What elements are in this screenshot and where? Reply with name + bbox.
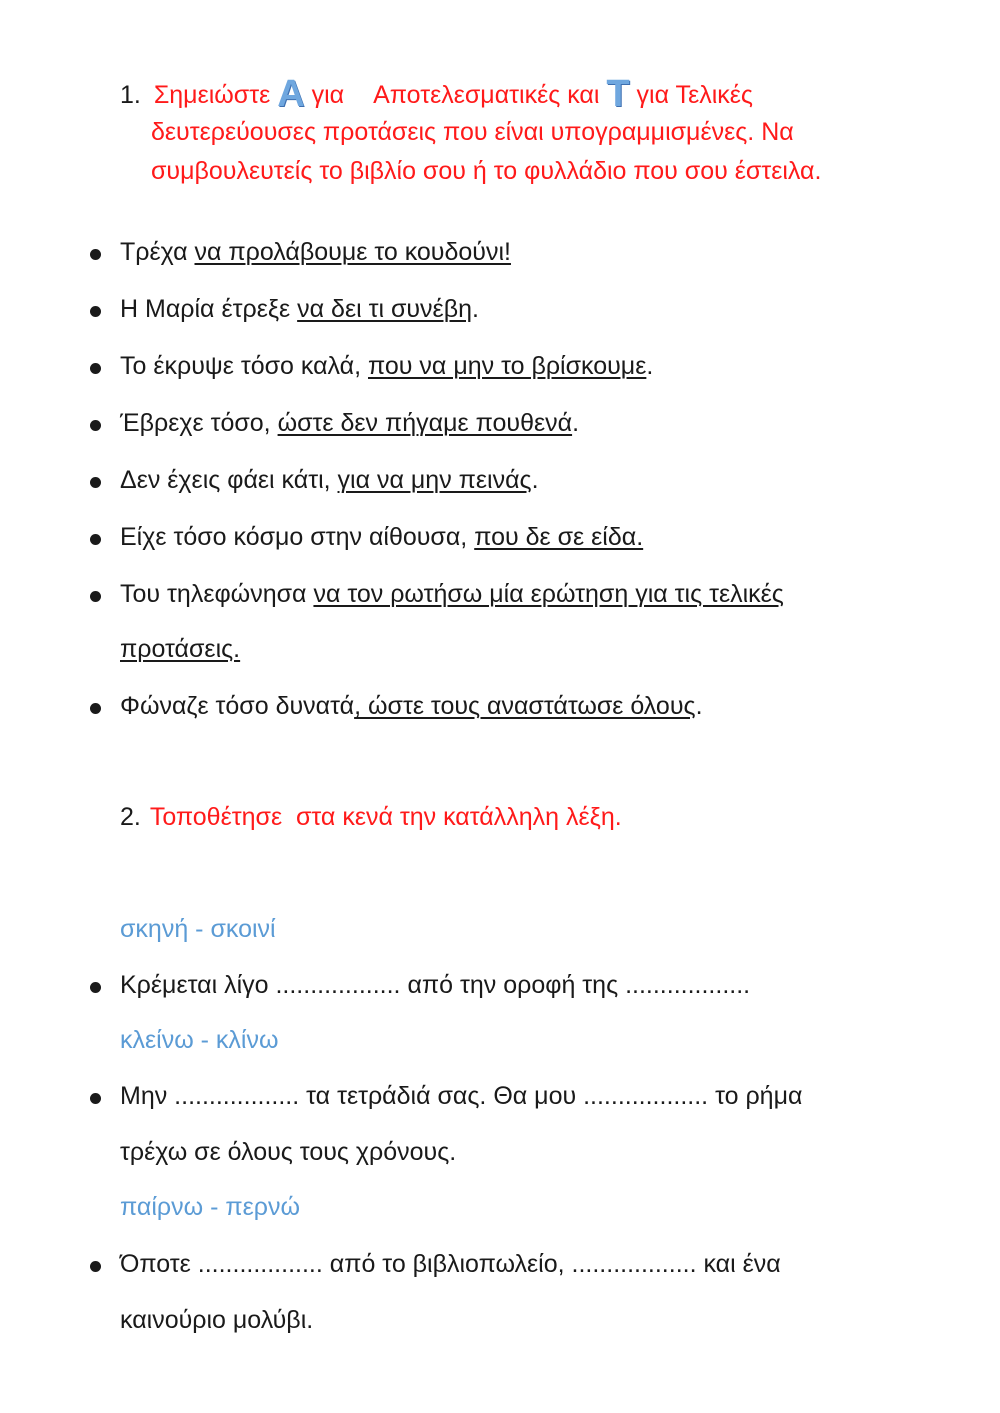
underlined-clause: που να μην το βρίσκουμε [368,352,647,380]
underlined-clause: για να μην πεινάς [337,466,532,494]
underlined-clause: να δει τι συνέβη [297,295,472,323]
sentence-item: Δεν έχεις φάει κάτι, για να μην πεινάς. [120,466,539,494]
question-2-number: 2. [120,803,141,831]
sentence-item: Του τηλεφώνησα να τον ρωτήσω μία ερώτηση για τις τελικές [120,580,784,608]
underlined-clause-continued: προτάσεις. [120,635,241,663]
exercise-sentence-continued: τρέχω σε όλους τους χρόνους. [120,1138,457,1166]
sentence-item: Είχε τόσο κόσμο στην αίθουσα, που δε σε είδα. [120,523,644,551]
bullet-icon [90,703,101,714]
bullet-icon [90,1093,101,1104]
question-1-number: 1. [120,81,141,109]
question-2-heading [120,803,622,832]
bullet-icon [90,363,101,374]
exercise-sentence: Μην .................. τα τετράδιά σας. Θα μου .................. το ρήμα [120,1082,803,1110]
bullet-icon [90,249,101,260]
word-pair: κλείνω - κλίνω [120,1026,279,1054]
question-2-title: Τοποθέτησε στα κενά την κατάλληλη λέξη. [149,803,622,831]
exercise-sentence: Όποτε .................. από το βιβλιοπωλείο, .................. και ένα [120,1250,781,1278]
sentence-item: Η Μαρία έτρεξε να δει τι συνέβη. [120,295,479,323]
underlined-clause: που δε σε είδα. [474,523,644,551]
bullet-icon [90,1261,101,1272]
exercise-sentence: Κρέμεται λίγο .................. από την οροφή της .................. [120,971,751,999]
bullet-icon [90,982,101,993]
underlined-clause: , ώστε τους αναστάτωσε όλους [354,692,696,720]
bullet-icon [90,420,101,431]
word-pair: σκηνή - σκοινί [120,915,276,943]
question-1-line-2: δευτερεύουσες προτάσεις που είναι υπογραμμισμένες. Να [151,118,794,146]
sentence-item: Τρέχα να προλάβουμε το κουδούνι! [120,238,511,266]
question-1-line-3: συμβουλευτείς το βιβλίο σου ή το φυλλάδιο που σου έστειλα. [151,157,822,185]
sentence-item: Φώναζε τόσο δυνατά, ώστε τους αναστάτωσε όλους. [120,692,703,720]
sentence-item: Έβρεχε τόσο, ώστε δεν πήγαμε πουθενά. [120,409,580,437]
bullet-icon [90,477,101,488]
bullet-icon [90,534,101,545]
letter-a-marker: Α [277,73,305,115]
word-pair: παίρνω - περνώ [120,1193,300,1221]
question-1-line-1: 1. Σημειώστε Α για Αποτελεσματικές και Τ για Τελικές [120,73,753,115]
bullet-icon [90,306,101,317]
sentence-item: Το έκρυψε τόσο καλά, που να μην το βρίσκουμε. [120,352,654,380]
exercise-sentence-continued: καινούριο μολύβι. [120,1306,314,1334]
underlined-clause: να προλάβουμε το κουδούνι! [194,238,511,266]
underlined-clause: ώστε δεν πήγαμε πουθενά [277,409,573,437]
underlined-clause: να τον ρωτήσω μία ερώτηση για τις τελικές [313,580,784,608]
bullet-icon [90,591,101,602]
letter-t-marker: Τ [606,73,630,115]
